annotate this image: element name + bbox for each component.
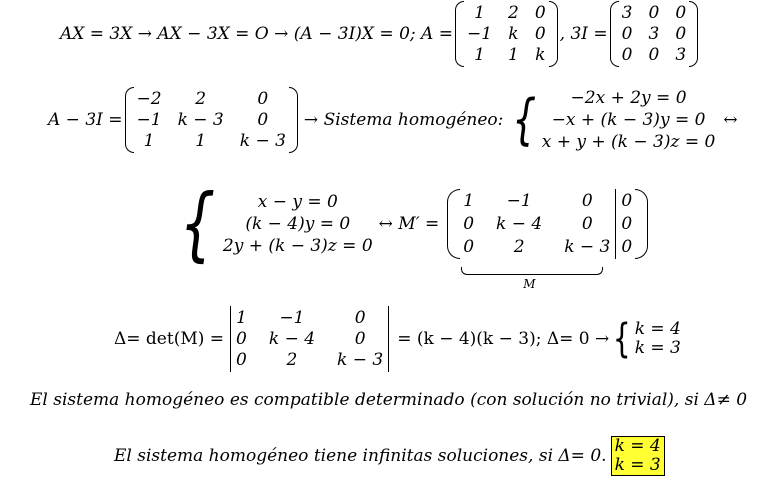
matrix-cell: 1 [143,131,155,151]
matrix-cell: −1 [466,24,493,44]
matrix-cell: 1 [463,191,475,211]
answer-value: k = 4 [614,436,661,456]
equation: (k − 4)y = 0 [245,214,351,234]
equation: x − y = 0 [257,192,338,212]
underbrace-label: M [523,277,536,291]
line4-suffix: = (k − 4)(k − 3); Δ= 0 → [397,329,610,349]
system-equations-1 [542,87,716,153]
matrix-3i [610,1,698,67]
underbrace [461,267,603,275]
k-cases [635,320,681,358]
matrix-cell: 0 [354,308,366,328]
matrix-cell: 0 [648,45,660,65]
determinant [226,306,395,372]
matrix-cell: 0 [257,89,269,109]
matrix-cell: 3 [648,24,660,44]
matrix-cell: k [508,24,519,44]
left-bar [230,306,231,372]
matrix-cell: 2 [195,89,207,109]
matrix-cell: 0 [675,24,687,44]
matrix-cell: 2 [508,3,519,23]
left-brace: { [512,88,537,151]
matrix-cell: 0 [675,3,687,23]
matrix-cell: 1 [474,3,485,23]
line1-prefix: AX = 3X → AX − 3X = O → (A − 3I)X = 0; A = [60,24,453,44]
left-paren [125,87,134,153]
matrix-cell: k − 3 [337,350,384,370]
right-bar [388,306,389,372]
matrix-cell: k − 4 [268,329,316,349]
left-paren [455,1,464,67]
right-paren [635,189,648,259]
line2-arrow-text: → Sistema homogéneo: [303,110,504,130]
case-value: k = 3 [634,338,681,358]
augment-bar [615,189,616,259]
equivalence-arrow: ↔ [723,110,738,130]
equation-line-4 [114,306,681,372]
matrix-cell: 0 [621,237,633,257]
matrix-cell: 0 [581,214,593,234]
matrix-cell: k − 3 [564,237,611,257]
left-brace: { [613,316,631,362]
matrix-a [455,1,558,67]
conclusion-line-2 [114,435,665,477]
matrix-cell: 0 [236,350,247,370]
matrix-cell: 3 [675,45,687,65]
matrix-cell: 0 [581,191,593,211]
matrix-cell: k − 4 [496,214,543,234]
matrix-cell: 0 [534,3,546,23]
left-paren [610,1,619,67]
matrix-cell: 0 [621,45,633,65]
matrix-cell: 0 [534,24,546,44]
answer-value: k = 3 [614,455,661,475]
line4-prefix: Δ= det(M) = [114,329,225,349]
right-paren [689,1,698,67]
matrix-cell: 0 [463,214,475,234]
matrix-a-minus-3i [125,87,298,153]
equation: x + y + (k − 3)z = 0 [541,132,716,152]
matrix-cell: 0 [236,329,247,349]
augmented-matrix [447,189,648,291]
matrix-cell: k [535,45,546,65]
matrix-cell: −1 [506,191,532,211]
matrix-cell: 0 [257,110,269,130]
matrix-cell: 1 [236,308,247,328]
equation-line-1 [60,2,700,66]
matrix-cell: −1 [279,308,305,328]
matrix-cell: −1 [136,110,162,130]
equation: 2y + (k − 3)z = 0 [222,236,373,256]
matrix-cell: 0 [621,214,633,234]
right-paren [289,87,298,153]
matrix-cell: k − 3 [239,131,286,151]
conclusion-line-1 [30,388,747,412]
equation: −2x + 2y = 0 [570,88,687,108]
system-equations-2 [223,191,373,257]
matrix-cell: 1 [474,45,485,65]
right-paren [549,1,558,67]
highlighted-answer [611,436,665,476]
matrix-cell: 0 [621,24,633,44]
equation: −x + (k − 3)y = 0 [551,110,706,130]
conclusion-text-2: El sistema homogéneo tiene infinitas soluciones, si Δ= 0. [114,446,607,466]
case-value: k = 4 [634,319,681,339]
matrix-cell: 0 [648,3,660,23]
matrix-cell: 1 [195,131,207,151]
line2-prefix: A − 3I = [48,110,123,130]
matrix-cell: 0 [463,237,475,257]
equation-line-2 [48,86,738,154]
line1-mid: , 3I = [559,24,608,44]
left-paren [447,189,460,259]
matrix-cell: 0 [621,191,633,211]
matrix-cell: k − 3 [177,110,224,130]
line3-equiv: ↔ M′ = [378,214,440,234]
matrix-cell: 1 [508,45,519,65]
matrix-cell: 3 [621,3,633,23]
matrix-cell: −2 [136,89,162,109]
equation-line-3 [172,177,650,291]
matrix-cell: 0 [354,329,366,349]
matrix-cell: 2 [286,350,298,370]
conclusion-text-1: El sistema homogéneo es compatible determinado (con solución no trivial), si Δ≠ 0 [30,390,748,410]
matrix-cell: 2 [513,237,525,257]
left-brace: { [179,177,216,270]
